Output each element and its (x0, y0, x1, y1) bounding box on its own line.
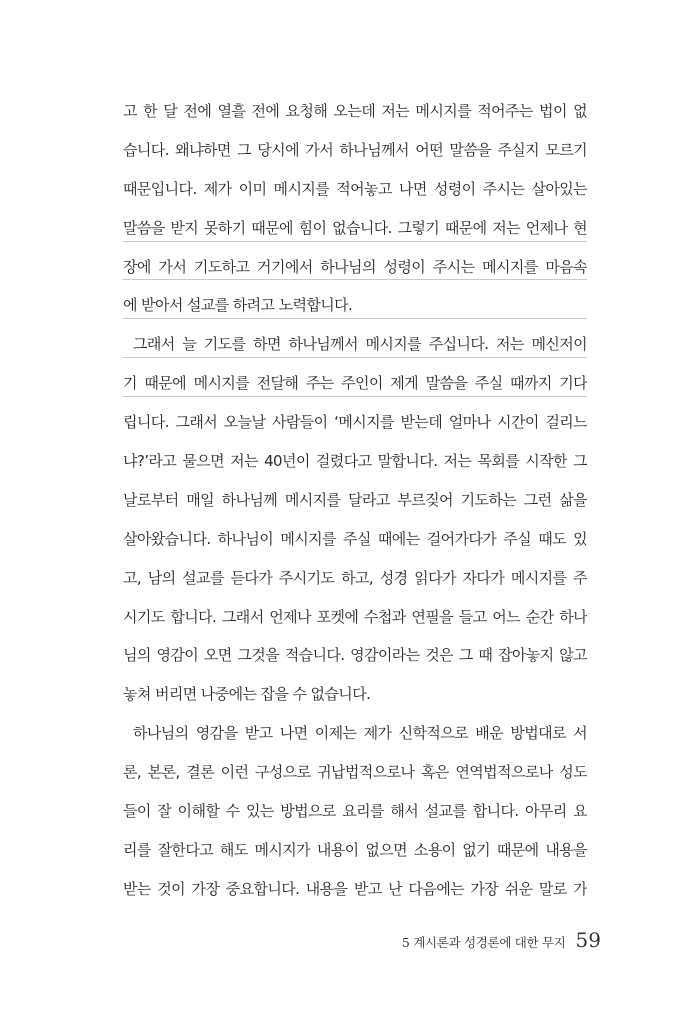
text-line: 시기도 합니다. 그래서 언제나 포켓에 수첩과 연필을 들고 어느 순간 하나 (123, 607, 587, 626)
text-line: 그래서 늘 기도를 하면 하나님께서 메시지를 주십니다. 저는 메신저이 (123, 325, 587, 364)
text-line: 말씀을 받지 못하기 때문에 힘이 없습니다. 그렇기 때문에 저는 언제나 현 (123, 209, 587, 248)
text-line: 날로부터 매일 하나님께 메시지를 달라고 부르짖어 기도하는 그런 삶을 (123, 490, 587, 509)
page-number: 59 (575, 928, 601, 952)
text-line: 에 받아서 설교를 하려고 노력합니다. (123, 286, 587, 325)
page-footer (402, 928, 601, 952)
text-line: 기 때문에 메시지를 전달해 주는 주인이 제게 말씀을 주실 때까지 기다 (123, 364, 587, 403)
text-line: 때문입니다. 제가 이미 메시지를 적어놓고 나면 성령이 주시는 살아있는 (123, 179, 587, 198)
text-line: 님의 영감이 오면 그것을 적습니다. 영감이라는 것은 그 때 잡아놓지 않고 (123, 646, 587, 665)
text-line: 하나님의 영감을 받고 나면 이제는 제가 신학적으로 배운 방법대로 서 (133, 724, 587, 743)
text-line: 론, 본론, 결론 이런 구성으로 귀납법적으로나 혹은 연역법적으로나 성도 (123, 763, 587, 782)
text-line: 들이 잘 이해할 수 있는 방법으로 요리를 해서 설교를 합니다. 아무리 요 (123, 802, 587, 821)
text-line: 놓쳐 버리면 나중에는 잡을 수 없습니다. (123, 685, 371, 704)
text-line: 고 한 달 전에 열흘 전에 요청해 오는데 저는 메시지를 적어주는 법이 없 (123, 102, 587, 120)
text-line: 습니다. 왜냐하면 그 당시에 가서 하나님께서 어떤 말씀을 주실지 모르기 (123, 140, 587, 159)
text-line: 냐?’라고 물으면 저는 40년이 걸렸다고 말합니다. 저는 목회를 시작한 그 (123, 452, 587, 471)
text-line: 장에 가서 기도하고 거기에서 하나님의 성령이 주시는 메시지를 마음속 (123, 248, 587, 287)
text-line: 고, 남의 설교를 듣다가 주시기도 하고, 성경 읽다가 자다가 메시지를 주 (123, 568, 587, 587)
text-line: 살아왔습니다. 하나님이 메시지를 주실 때에는 걸어가다가 주실 때도 있 (123, 529, 587, 548)
text-line: 리를 잘한다고 해도 메시지가 내용이 없으면 소용이 없기 때문에 내용을 (123, 840, 587, 859)
text-line: 받는 것이 가장 중요합니다. 내용을 받고 난 다음에는 가장 쉬운 말로 가 (123, 879, 587, 898)
running-chapter-title: 5 계시론과 성경론에 대한 무지 (401, 935, 566, 950)
body-text (123, 92, 587, 909)
text-line: 립니다. 그래서 오늘날 사람들이 ‘메시지를 받는데 얼마나 시간이 걸리느 (123, 413, 587, 432)
